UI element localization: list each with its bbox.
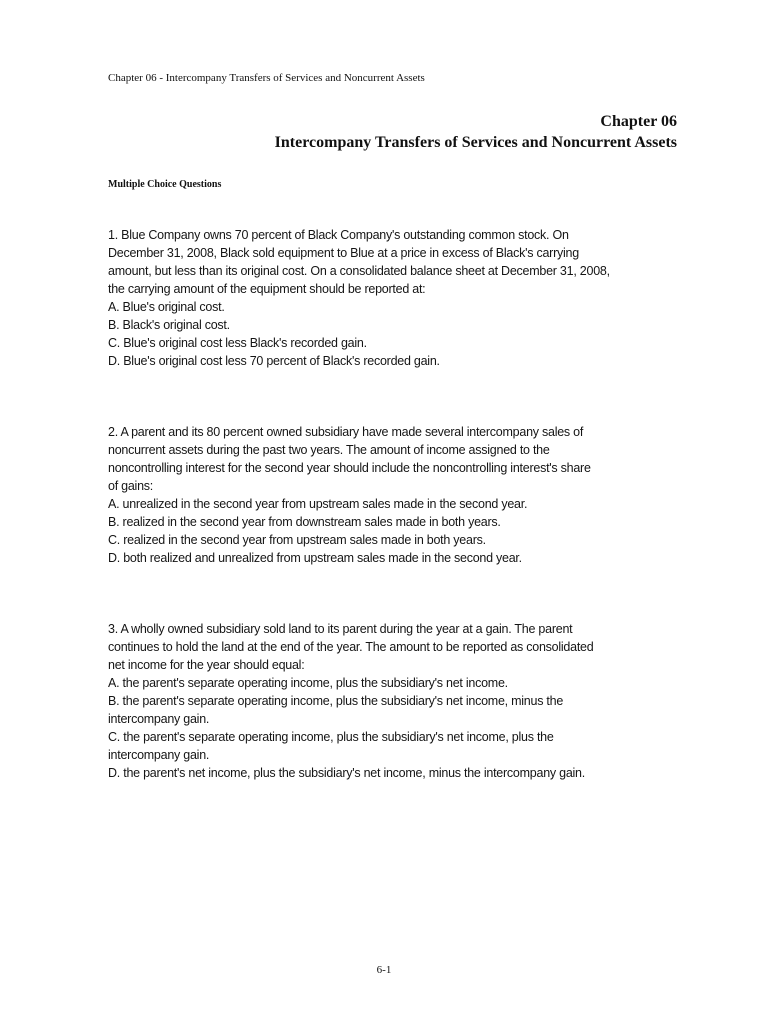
running-header: Chapter 06 - Intercompany Transfers of Services and Noncurrent Assets [108, 72, 425, 84]
question-stem-line: amount, but less than its original cost. On a consolidated balance sheet at December 31, 2008, [108, 264, 610, 278]
question-stem-line: 1. Blue Company owns 70 percent of Black Company's outstanding common stock. On [108, 228, 569, 242]
question-stem-line: December 31, 2008, Black sold equipment to Blue at a price in excess of Black's carrying [108, 246, 579, 260]
answer-option-a: A. unrealized in the second year from upstream sales made in the second year. [108, 497, 528, 511]
answer-option-c: C. Blue's original cost less Black's recorded gain. [108, 336, 367, 350]
section-label: Multiple Choice Questions [108, 179, 222, 190]
answer-option-b-continued: intercompany gain. [108, 712, 210, 726]
answer-option-b: B. realized in the second year from downstream sales made in both years. [108, 515, 501, 529]
answer-option-a: A. the parent's separate operating income, plus the subsidiary's net income. [108, 676, 508, 690]
answer-option-d: D. the parent's net income, plus the subsidiary's net income, minus the intercompany gain. [108, 766, 585, 780]
question-stem-line: 2. A parent and its 80 percent owned subsidiary have made several intercompany sales of [108, 425, 584, 439]
question-stem-line: noncontrolling interest for the second year should include the noncontrolling interest's share [108, 461, 591, 475]
question-stem-line: the carrying amount of the equipment should be reported at: [108, 282, 426, 296]
question-1 [108, 226, 688, 370]
question-stem-line: continues to hold the land at the end of the year. The amount to be reported as consolidated [108, 640, 594, 654]
question-2 [108, 423, 688, 567]
chapter-heading [275, 111, 677, 153]
question-stem-line: 3. A wholly owned subsidiary sold land to its parent during the year at a gain. The parent [108, 622, 573, 636]
question-3 [108, 620, 688, 782]
page-number: 6-1 [376, 964, 392, 976]
chapter-number: Chapter 06 [600, 113, 677, 130]
answer-option-b: B. the parent's separate operating income, plus the subsidiary's net income, minus the [108, 694, 564, 708]
question-stem-line: net income for the year should equal: [108, 658, 305, 672]
answer-option-b: B. Black's original cost. [108, 318, 230, 332]
answer-option-a: A. Blue's original cost. [108, 300, 225, 314]
answer-option-d: D. Blue's original cost less 70 percent of Black's recorded gain. [108, 354, 440, 368]
answer-option-c: C. realized in the second year from upstream sales made in both years. [108, 533, 486, 547]
chapter-title: Intercompany Transfers of Services and Noncurrent Assets [274, 134, 677, 151]
question-stem-line: of gains: [108, 479, 154, 493]
question-stem-line: noncurrent assets during the past two years. The amount of income assigned to the [108, 443, 550, 457]
answer-option-c: C. the parent's separate operating income, plus the subsidiary's net income, plus the [108, 730, 554, 744]
answer-option-c-continued: intercompany gain. [108, 748, 210, 762]
answer-option-d: D. both realized and unrealized from upstream sales made in the second year. [108, 551, 522, 565]
